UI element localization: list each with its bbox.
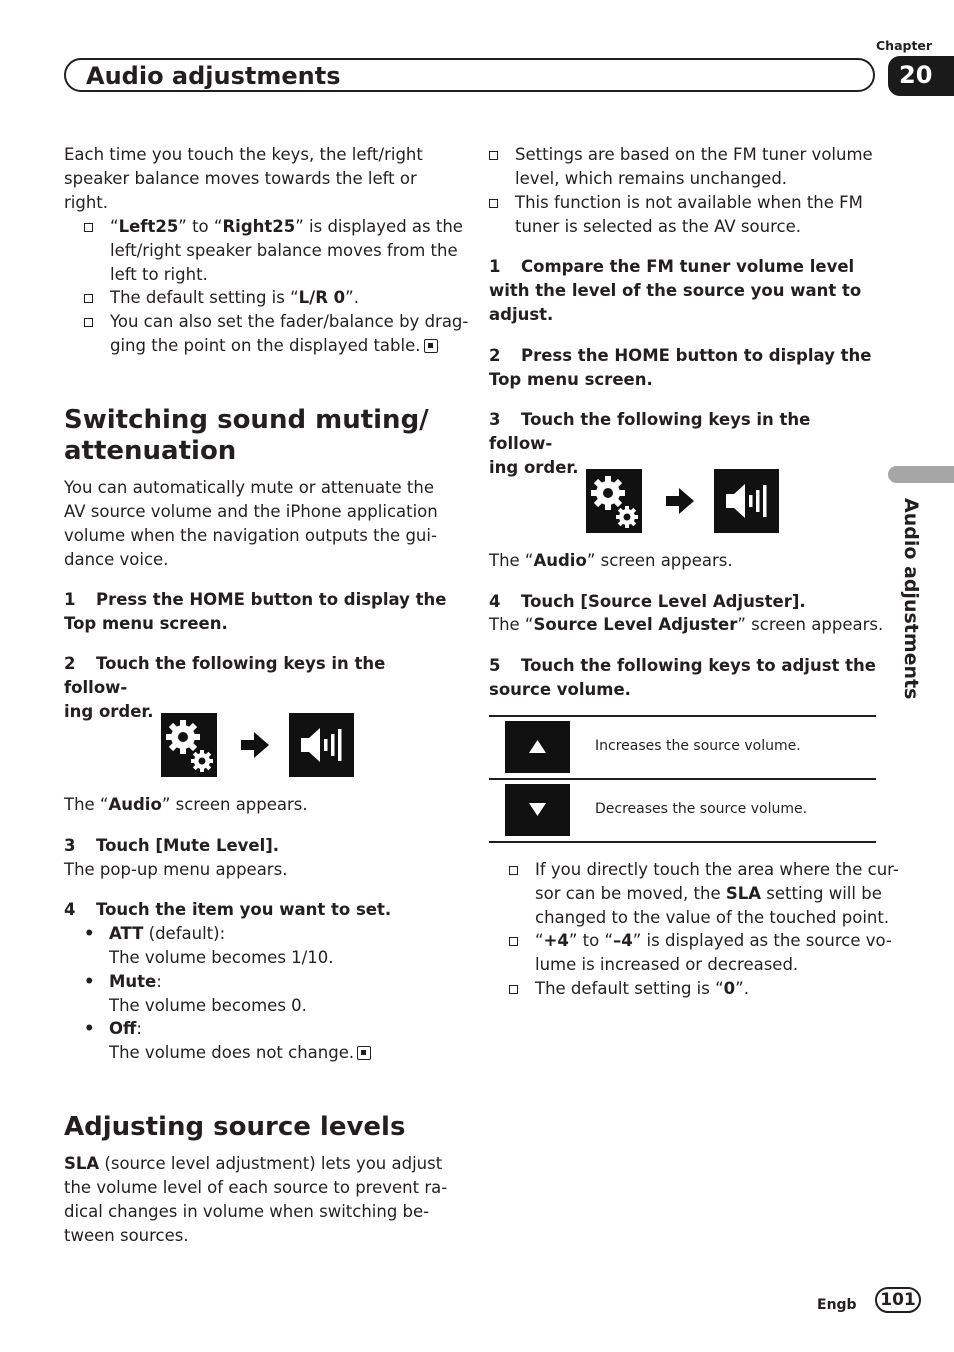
side-tab-bar <box>888 466 954 483</box>
note-square-icon <box>489 151 498 160</box>
sla-step-4-sub: The “Source Level Adjuster” screen appears. <box>489 615 884 634</box>
table-top-rule <box>489 715 876 717</box>
arrow-right-icon <box>239 729 271 765</box>
triangle-down-icon <box>505 784 570 836</box>
side-tab-label: Audio adjustments <box>900 498 922 700</box>
table-row-decrease: Decreases the source volume. <box>595 801 808 817</box>
note-fm-unavailable: This function is not available when the FM tuner is selected as the AV source. <box>489 191 905 239</box>
note-square-icon <box>489 199 498 208</box>
audio-screen-appears-right: The “Audio” screen appears. <box>489 551 733 570</box>
muting-description: You can automatically mute or attenuate the AV source volume and the iPhone application volume when the navigation outputs the gui- dance voice. <box>64 478 438 569</box>
note-square-icon <box>84 294 93 303</box>
note-square-icon <box>84 223 93 232</box>
note-default-zero: The default setting is “0”. <box>509 977 905 1001</box>
muting-step-1: 1 Press the HOME button to display the Top menu screen. <box>64 590 447 633</box>
note-left25-line3: left to right. <box>110 265 208 284</box>
note-touch-cursor: If you directly touch the area where the cur- sor can be moved, the SLA setting will be changed to the value of the touched point. <box>509 858 905 930</box>
note-plus-minus: “+4” to “–4” is displayed as the source vo- lume is increased or decreased. <box>509 929 905 977</box>
sla-description: SLA (source level adjustment) lets you adjust the volume level of each source to prevent ra- dical changes in volume when switching be- tween sources. <box>64 1154 448 1245</box>
note-left25 <box>84 215 480 287</box>
sla-step-3: 3 Touch the following keys in the follow- ing order. <box>489 410 811 477</box>
note-default-lr: The default setting is “L/R 0”. <box>84 286 480 310</box>
end-mark-icon <box>357 1046 371 1060</box>
header-title-frame <box>64 58 875 92</box>
note-left25-line2: left/right speaker balance moves from the <box>110 241 458 260</box>
balance-intro: Each time you touch the keys, the left/right speaker balance moves towards the left or right. <box>64 145 423 212</box>
page-title: Audio adjustments <box>86 62 341 90</box>
page-number: 101 <box>880 1290 916 1310</box>
table-row-increase: Increases the source volume. <box>595 738 801 754</box>
muting-step-2: 2 Touch the following keys in the follow- ing order. <box>64 654 386 721</box>
muting-step-3: 3 Touch [Mute Level]. <box>64 836 280 855</box>
muting-step-3-sub: The pop-up menu appears. <box>64 860 288 879</box>
note-drag-line1: You can also set the fader/balance by drag- <box>110 312 469 331</box>
sla-step-1: 1 Compare the FM tuner volume level with the level of the source you want to adjust. <box>489 257 862 324</box>
speaker-audio-icon <box>289 713 354 777</box>
arrow-right-icon <box>664 485 696 521</box>
sla-step-4: 4 Touch [Source Level Adjuster]. <box>489 592 806 611</box>
sla-step-5: 5 Touch the following keys to adjust the source volume. <box>489 656 876 699</box>
page-number-badge <box>875 1287 921 1313</box>
triangle-up-icon <box>505 721 570 773</box>
chapter-number: 20 <box>899 61 933 89</box>
note-square-icon <box>509 985 518 994</box>
option-mute: • Mute: The volume becomes 0. <box>84 972 307 1015</box>
sla-step-2: 2 Press the HOME button to display the Top menu screen. <box>489 346 872 389</box>
muting-step-4: 4 Touch the item you want to set. <box>64 900 392 919</box>
note-left25-line1: “Left25” to “Right25” is displayed as the <box>110 217 463 236</box>
section-title-muting: Switching sound muting/ attenuation <box>64 405 429 466</box>
note-square-icon <box>84 318 93 327</box>
note-fm-volume: Settings are based on the FM tuner volume level, which remains unchanged. <box>489 143 905 191</box>
settings-gears-icon <box>586 469 642 533</box>
settings-gears-icon <box>161 713 217 777</box>
audio-screen-appears-left: The “Audio” screen appears. <box>64 795 308 814</box>
footer-language: Engb <box>817 1297 857 1313</box>
note-drag-table <box>84 310 480 358</box>
chapter-badge <box>888 56 954 96</box>
note-square-icon <box>509 937 518 946</box>
note-square-icon <box>509 866 518 875</box>
table-bottom-rule <box>489 841 876 843</box>
section-title-source-levels: Adjusting source levels <box>64 1112 406 1142</box>
end-mark-icon <box>424 339 438 353</box>
table-mid-rule <box>489 778 876 780</box>
option-off: • Off: The volume does not change. <box>84 1017 469 1065</box>
chapter-label: Chapter <box>876 38 933 53</box>
note-drag-line2: ging the point on the displayed table. <box>110 334 480 358</box>
speaker-audio-icon <box>714 469 779 533</box>
option-att: • ATT (default): The volume becomes 1/10. <box>84 924 334 967</box>
